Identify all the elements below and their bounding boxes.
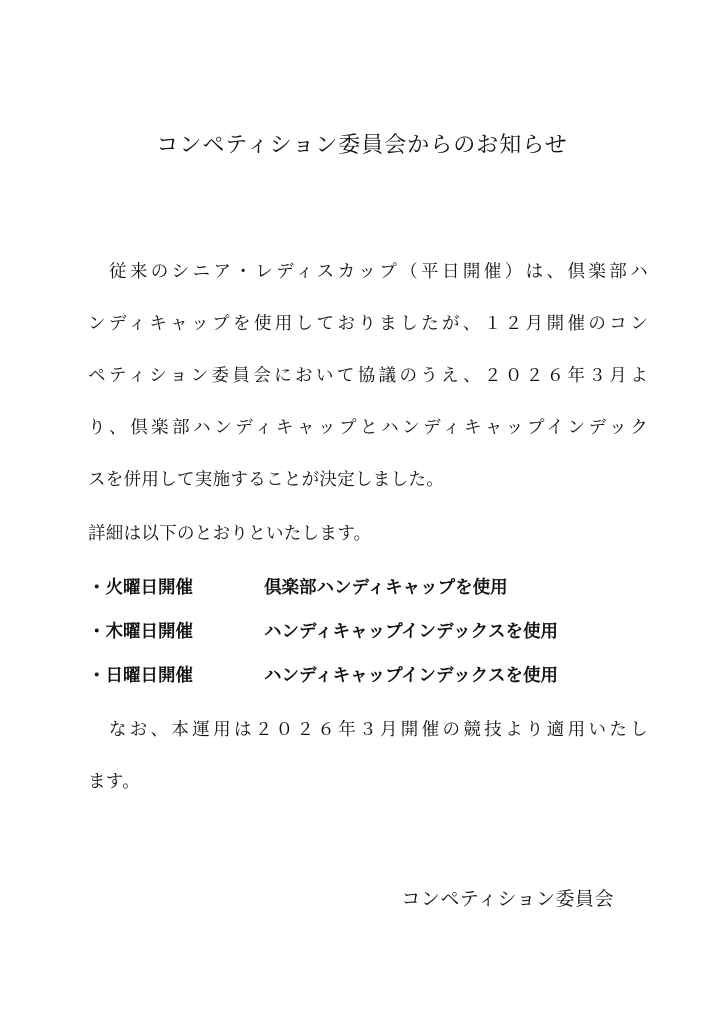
schedule-item-sunday	[88, 662, 558, 687]
paragraph-line: ンディキャップを使用しておりましたが、１２月開催のコン	[88, 314, 648, 334]
details-intro: 詳細は以下のとおりといたします。	[88, 524, 372, 544]
schedule-day: ・日曜日開催	[88, 666, 193, 686]
schedule-item-thursday	[88, 618, 558, 643]
paragraph-line: スを併用して実施することが決定しました。	[88, 470, 444, 490]
schedule-day: ・火曜日開催	[88, 578, 193, 598]
signature: コンペティション委員会	[401, 888, 614, 910]
schedule-item-tuesday	[88, 574, 508, 599]
paragraph-line: ます。	[88, 772, 140, 792]
paragraph-line: り、倶楽部ハンディキャップとハンディキャップインデック	[88, 418, 648, 438]
schedule-rule: ハンディキャップインデックスを使用	[264, 622, 558, 642]
paragraph-line: なお、本運用は２０２６年３月開催の競技より適用いたし	[88, 720, 648, 740]
page-title: コンペティション委員会からのお知らせ	[156, 133, 568, 158]
schedule-rule: 倶楽部ハンディキャップを使用	[264, 578, 508, 598]
schedule-rule: ハンディキャップインデックスを使用	[264, 666, 558, 686]
paragraph-line: 従来のシニア・レディスカップ（平日開催）は、倶楽部ハ	[88, 262, 648, 282]
schedule-day: ・木曜日開催	[88, 622, 193, 642]
paragraph-line: ペティション委員会において協議のうえ、２０２６年３月よ	[88, 366, 648, 386]
